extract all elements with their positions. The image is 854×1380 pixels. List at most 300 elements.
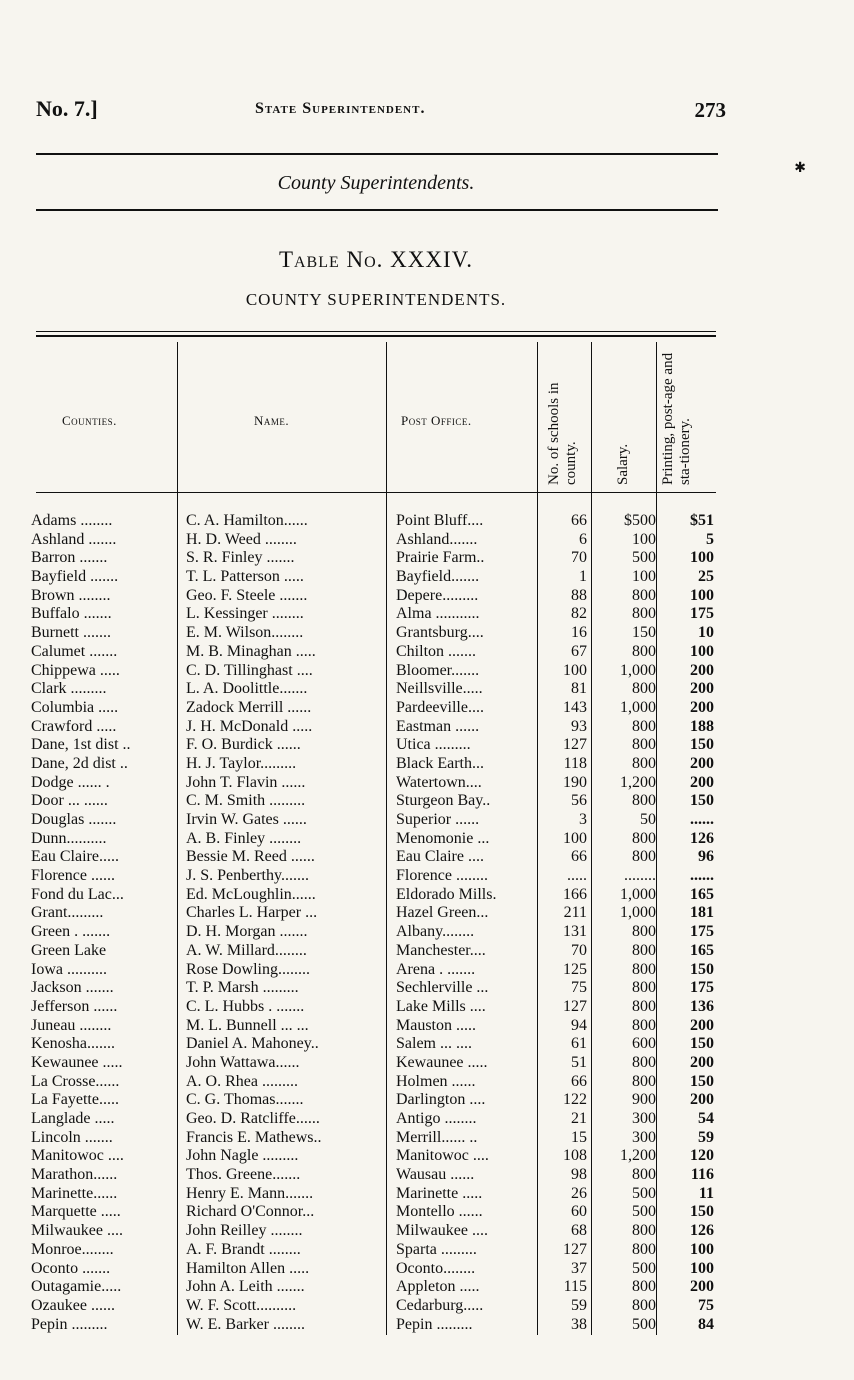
salary-cell: 900 (632, 1091, 656, 1109)
salary-cell: 300 (632, 1110, 656, 1127)
salary-cell: 800 (632, 829, 656, 847)
table-row (0, 531, 854, 550)
post-office-cell: Montello ...... (396, 1203, 483, 1221)
printing-cell: 200 (690, 698, 714, 716)
name-cell: L. A. Doolittle....... (186, 680, 308, 698)
county-cell: Columbia ..... (31, 698, 119, 716)
schools-cell: 66 (571, 848, 587, 866)
salary-cell: 300 (632, 1128, 656, 1146)
printing-cell: ...... (690, 867, 714, 885)
salary-cell: 1,000 (620, 904, 656, 922)
header-rule (36, 153, 718, 155)
county-cell: Adams ........ (31, 512, 113, 529)
printing-cell: 100 (690, 1240, 714, 1258)
name-cell: Zadock Merrill ...... (186, 698, 312, 716)
table-row (0, 961, 854, 980)
name-cell: J. H. McDonald ..... (186, 717, 313, 735)
county-cell: Langlade ..... (31, 1110, 115, 1127)
printing-cell: 11 (698, 1184, 714, 1202)
schools-cell: 66 (571, 512, 587, 529)
table-row (0, 904, 854, 923)
name-cell: Daniel A. Mahoney.. (186, 1035, 319, 1053)
table-top-rule-double (36, 335, 716, 337)
schools-cell: 94 (571, 1016, 587, 1034)
table-row (0, 998, 854, 1017)
salary-cell: 500 (632, 549, 656, 567)
county-cell: Ozaukee ...... (31, 1296, 115, 1314)
post-office-cell: Prairie Farm.. (396, 549, 485, 567)
column-header-printing: Printing, post-age and sta-tionery. (660, 352, 693, 485)
name-cell: John Nagle ......... (186, 1147, 299, 1165)
schools-cell: 66 (571, 1072, 587, 1090)
post-office-cell: Point Bluff.... (396, 512, 484, 529)
table-row (0, 1241, 854, 1260)
name-cell: J. S. Penberthy....... (186, 867, 309, 885)
name-cell: W. E. Barker ........ (186, 1315, 305, 1333)
schools-cell: 127 (563, 736, 587, 754)
table-row (0, 568, 854, 587)
county-cell: Burnett ....... (31, 624, 111, 642)
county-cell: Pepin ......... (31, 1315, 108, 1333)
header-bottom-rule (36, 492, 716, 493)
schools-cell: 100 (563, 661, 587, 679)
table-row (0, 1054, 854, 1073)
post-office-cell: Mauston ..... (396, 1016, 476, 1034)
table-row (0, 1017, 854, 1036)
schools-cell: 100 (563, 829, 587, 847)
county-cell: Kenosha....... (31, 1035, 115, 1053)
printing-cell: 150 (690, 792, 714, 810)
printing-cell: 200 (690, 754, 714, 772)
name-cell: D. H. Morgan ....... (186, 923, 308, 941)
schools-cell: 37 (571, 1259, 587, 1277)
schools-cell: 70 (571, 941, 587, 959)
county-cell: Door ... ...... (31, 792, 108, 810)
schools-cell: 56 (571, 792, 587, 810)
post-office-cell: Chilton ....... (396, 642, 477, 660)
post-office-cell: Hazel Green... (396, 904, 489, 922)
county-cell: Milwaukee .... (31, 1222, 123, 1240)
schools-cell: 118 (563, 754, 587, 772)
column-header-salary: Salary. (615, 443, 631, 485)
printing-cell: 5 (706, 530, 714, 548)
table-row (0, 1166, 854, 1185)
printing-cell: 75 (698, 1296, 714, 1314)
schools-cell: 75 (571, 979, 587, 997)
printing-cell: 10 (698, 624, 714, 642)
name-cell: Irvin W. Gates ...... (186, 811, 307, 828)
salary-cell: 1,200 (620, 1147, 656, 1165)
salary-cell: 800 (632, 1296, 656, 1314)
post-office-cell: Superior ...... (396, 811, 480, 828)
name-cell: C. A. Hamilton...... (186, 512, 308, 529)
name-cell: A. W. Millard........ (186, 941, 307, 959)
table-row (0, 1297, 854, 1316)
post-office-cell: Florence ........ (396, 867, 488, 885)
printing-cell: 25 (698, 568, 714, 586)
name-cell: A. B. Finley ........ (186, 829, 302, 847)
printing-cell: 200 (690, 661, 714, 679)
printing-cell: 116 (690, 1166, 714, 1184)
post-office-cell: Pardeeville.... (396, 698, 484, 716)
name-cell: Charles L. Harper ... (186, 904, 318, 922)
name-cell: John Wattawa...... (186, 1053, 300, 1071)
table-row (0, 662, 854, 681)
name-cell: M. L. Bunnell ... ... (186, 1016, 309, 1034)
post-office-cell: Eastman ...... (396, 717, 480, 735)
salary-cell: $500 (624, 512, 656, 529)
name-cell: John Reilley ........ (186, 1222, 303, 1240)
printing-cell: 96 (698, 848, 714, 866)
salary-cell: 1,000 (620, 698, 656, 716)
name-cell: Ed. McLoughlin...... (186, 885, 316, 903)
table-body (0, 512, 854, 1334)
printing-cell: 150 (690, 1035, 714, 1053)
name-cell: T. L. Patterson ..... (186, 568, 304, 586)
post-office-cell: Lake Mills .... (396, 997, 486, 1015)
post-office-cell: Oconto........ (396, 1259, 476, 1277)
salary-cell: 500 (632, 1315, 656, 1333)
printing-cell: 150 (690, 1203, 714, 1221)
page-number: 273 (694, 98, 726, 122)
county-cell: Jackson ....... (31, 979, 114, 997)
salary-cell: 800 (632, 979, 656, 997)
name-cell: Rose Dowling........ (186, 960, 310, 978)
name-cell: Geo. F. Steele ....... (186, 586, 308, 604)
printing-cell: 150 (690, 736, 714, 754)
salary-cell: 100 (632, 530, 656, 548)
salary-cell: 800 (632, 642, 656, 660)
schools-cell: 143 (563, 698, 587, 716)
schools-cell: 1 (579, 568, 587, 586)
post-office-cell: Pepin ......... (396, 1315, 473, 1333)
post-office-cell: Sturgeon Bay.. (396, 792, 491, 810)
table-row (0, 1129, 854, 1148)
schools-cell: 59 (571, 1296, 587, 1314)
county-cell: Lincoln ....... (31, 1128, 113, 1146)
name-cell: Hamilton Allen ..... (186, 1259, 310, 1277)
schools-cell: 67 (571, 642, 587, 660)
name-cell: E. M. Wilson........ (186, 624, 304, 642)
county-cell: Kewaunee ..... (31, 1053, 123, 1071)
salary-cell: 800 (632, 1072, 656, 1090)
column-header-name: Name. (254, 413, 290, 428)
schools-cell: 61 (571, 1035, 587, 1053)
table-row (0, 1278, 854, 1297)
post-office-cell: Sparta ......... (396, 1240, 477, 1258)
printing-cell: 165 (690, 941, 714, 959)
salary-cell: 800 (632, 754, 656, 772)
column-header-schools: No. of schools in county. (546, 382, 579, 485)
schools-cell: 82 (571, 605, 587, 623)
table-row (0, 1091, 854, 1110)
post-office-cell: Black Earth... (396, 754, 484, 772)
salary-cell: 800 (632, 1016, 656, 1034)
table-row (0, 605, 854, 624)
name-cell: Henry E. Mann....... (186, 1184, 314, 1202)
post-office-cell: Kewaunee ..... (396, 1053, 488, 1071)
table-row (0, 830, 854, 849)
county-cell: La Fayette..... (31, 1091, 119, 1109)
county-cell: Dane, 1st dist .. (31, 736, 131, 754)
column-header-post-office: Post Office. (401, 413, 472, 428)
printing-cell: 175 (690, 605, 714, 623)
printing-cell: $51 (690, 512, 714, 529)
schools-cell: 3 (579, 811, 587, 828)
name-cell: L. Kessinger ........ (186, 605, 304, 623)
schools-cell: 38 (571, 1315, 587, 1333)
document-number: No. 7.] (36, 96, 98, 121)
table-row (0, 848, 854, 867)
county-cell: Eau Claire..... (31, 848, 119, 866)
table-row (0, 1222, 854, 1241)
name-cell: S. R. Finley ....... (186, 549, 295, 567)
post-office-cell: Albany........ (396, 923, 475, 941)
post-office-cell: Watertown.... (396, 773, 482, 791)
table-row (0, 680, 854, 699)
county-cell: Dunn.......... (31, 829, 107, 847)
county-cell: Dodge ...... . (31, 773, 110, 791)
printing-cell: 181 (690, 904, 714, 922)
table-row (0, 549, 854, 568)
salary-cell: 800 (632, 1240, 656, 1258)
table-number: Table No. XXXIV. (278, 247, 474, 272)
schools-cell: 98 (571, 1166, 587, 1184)
table-row (0, 792, 854, 811)
schools-cell: 93 (571, 717, 587, 735)
table-row (0, 755, 854, 774)
printing-cell: 59 (698, 1128, 714, 1146)
salary-cell: 500 (632, 1259, 656, 1277)
section-rule (36, 209, 718, 211)
county-cell: Green . ....... (31, 923, 111, 941)
table-row (0, 1316, 854, 1335)
salary-cell: 800 (632, 1053, 656, 1071)
schools-cell: 21 (571, 1110, 587, 1127)
salary-cell: 1,000 (620, 661, 656, 679)
schools-cell: 127 (563, 1240, 587, 1258)
county-cell: Fond du Lac... (31, 885, 124, 903)
name-cell: M. B. Minaghan ..... (186, 642, 316, 660)
table-row (0, 718, 854, 737)
county-cell: Outagamie..... (31, 1278, 122, 1296)
printing-cell: 84 (698, 1315, 714, 1333)
table-row (0, 1203, 854, 1222)
county-cell: Monroe........ (31, 1240, 114, 1258)
post-office-cell: Sechlerville ... (396, 979, 489, 997)
schools-cell: 15 (571, 1128, 587, 1146)
county-cell: Green Lake (31, 941, 107, 959)
printing-cell: 200 (690, 1016, 714, 1034)
salary-cell: 500 (632, 1184, 656, 1202)
printing-cell: 100 (690, 549, 714, 567)
schools-cell: 26 (571, 1184, 587, 1202)
salary-cell: 800 (632, 680, 656, 698)
printing-cell: 200 (690, 1278, 714, 1296)
table-row (0, 512, 854, 531)
printing-cell: ...... (690, 811, 714, 828)
schools-cell: 125 (563, 960, 587, 978)
table-row (0, 699, 854, 718)
table-row (0, 1073, 854, 1092)
county-cell: Oconto ....... (31, 1259, 111, 1277)
county-cell: Bayfield ....... (31, 568, 119, 586)
table-row (0, 979, 854, 998)
table-row (0, 1147, 854, 1166)
salary-cell: 800 (632, 848, 656, 866)
salary-cell: 600 (632, 1035, 656, 1053)
schools-cell: 70 (571, 549, 587, 567)
table-row (0, 1260, 854, 1279)
post-office-cell: Arena . ....... (396, 960, 476, 978)
salary-cell: 800 (632, 605, 656, 623)
salary-cell: 800 (632, 923, 656, 941)
table-row (0, 811, 854, 830)
table-row (0, 1035, 854, 1054)
county-cell: Marathon...... (31, 1166, 118, 1184)
name-cell: C. L. Hubbs . ....... (186, 997, 305, 1015)
table-row (0, 923, 854, 942)
table-row (0, 886, 854, 905)
page-header (36, 96, 726, 126)
county-cell: Marinette...... (31, 1184, 118, 1202)
post-office-cell: Darlington .... (396, 1091, 486, 1109)
schools-cell: 88 (571, 586, 587, 604)
name-cell: F. O. Burdick ...... (186, 736, 301, 754)
schools-cell: 211 (563, 904, 587, 922)
salary-cell: 150 (632, 624, 656, 642)
printing-cell: 136 (690, 997, 714, 1015)
schools-cell: 81 (571, 680, 587, 698)
schools-cell: 122 (563, 1091, 587, 1109)
name-cell: Thos. Greene....... (186, 1166, 301, 1184)
salary-cell: 800 (632, 1166, 656, 1184)
ink-speck: ✱ (794, 161, 806, 176)
post-office-cell: Milwaukee .... (396, 1222, 488, 1240)
salary-cell: 1,000 (620, 885, 656, 903)
salary-cell: ........ (624, 867, 656, 885)
post-office-cell: Holmen ...... (396, 1072, 476, 1090)
salary-cell: 800 (632, 736, 656, 754)
printing-cell: 100 (690, 642, 714, 660)
salary-cell: 800 (632, 1278, 656, 1296)
salary-cell: 800 (632, 586, 656, 604)
county-cell: Buffalo ....... (31, 605, 112, 623)
post-office-cell: Bloomer....... (396, 661, 480, 679)
salary-cell: 800 (632, 941, 656, 959)
printing-cell: 200 (690, 1053, 714, 1071)
table-row (0, 774, 854, 793)
schools-cell: 131 (563, 923, 587, 941)
post-office-cell: Cedarburg..... (396, 1296, 484, 1314)
post-office-cell: Merrill...... .. (396, 1128, 478, 1146)
salary-cell: 800 (632, 717, 656, 735)
printing-cell: 120 (690, 1147, 714, 1165)
post-office-cell: Bayfield....... (396, 568, 480, 586)
schools-cell: 190 (563, 773, 587, 791)
schools-cell: 6 (579, 530, 587, 548)
name-cell: C. G. Thomas....... (186, 1091, 304, 1109)
salary-cell: 500 (632, 1203, 656, 1221)
printing-cell: 100 (690, 586, 714, 604)
schools-cell: 68 (571, 1222, 587, 1240)
post-office-cell: Depere......... (396, 586, 479, 604)
schools-cell: 127 (563, 997, 587, 1015)
salary-cell: 800 (632, 997, 656, 1015)
post-office-cell: Neillsville..... (396, 680, 483, 698)
schools-cell: 166 (563, 885, 587, 903)
table-top-rule (36, 331, 716, 332)
name-cell: C. M. Smith ......... (186, 792, 306, 810)
county-cell: Crawford ..... (31, 717, 117, 735)
post-office-cell: Manchester.... (396, 941, 486, 959)
post-office-cell: Grantsburg.... (396, 624, 484, 642)
table-subtitle: COUNTY SUPERINTENDENTS. (245, 290, 507, 309)
post-office-cell: Utica ......... (396, 736, 471, 754)
printing-cell: 200 (690, 680, 714, 698)
schools-cell: 16 (571, 624, 587, 642)
post-office-cell: Manitowoc .... (396, 1147, 489, 1165)
name-cell: John A. Leith ....... (186, 1278, 305, 1296)
county-cell: Juneau ........ (31, 1016, 112, 1034)
county-cell: Jefferson ...... (31, 997, 118, 1015)
name-cell: Geo. D. Ratcliffe...... (186, 1110, 320, 1127)
county-cell: Marquette ..... (31, 1203, 121, 1221)
table-row (0, 587, 854, 606)
post-office-cell: Marinette ..... (396, 1184, 483, 1202)
salary-cell: 800 (632, 792, 656, 810)
printing-cell: 150 (690, 960, 714, 978)
county-cell: Grant......... (31, 904, 104, 922)
section-title: County Superintendents. (277, 172, 475, 194)
printing-cell: 150 (690, 1072, 714, 1090)
name-cell: Francis E. Mathews.. (186, 1128, 322, 1146)
table-row (0, 643, 854, 662)
column-header-counties: Counties. (62, 413, 117, 428)
schools-cell: 108 (563, 1147, 587, 1165)
schools-cell: 115 (563, 1278, 587, 1296)
schools-cell: 51 (571, 1053, 587, 1071)
printing-cell: 100 (690, 1259, 714, 1277)
county-cell: Clark ......... (31, 680, 107, 698)
salary-cell: 800 (632, 960, 656, 978)
county-cell: Brown ........ (31, 586, 111, 604)
county-cell: Dane, 2d dist .. (31, 754, 128, 772)
post-office-cell: Eau Claire .... (396, 848, 484, 866)
table-row (0, 736, 854, 755)
post-office-cell: Wausau ...... (396, 1166, 475, 1184)
county-cell: Barron ....... (31, 549, 108, 567)
schools-cell: ..... (567, 867, 587, 885)
name-cell: H. J. Taylor......... (186, 754, 297, 772)
name-cell: Richard O'Connor... (186, 1203, 315, 1221)
county-cell: Ashland ....... (31, 530, 117, 548)
post-office-cell: Menomonie ... (396, 829, 490, 847)
name-cell: T. P. Marsh ......... (186, 979, 299, 997)
name-cell: John T. Flavin ...... (186, 773, 306, 791)
printing-cell: 165 (690, 885, 714, 903)
printing-cell: 54 (698, 1110, 714, 1127)
name-cell: C. D. Tillinghast .... (186, 661, 313, 679)
post-office-cell: Alma ........... (396, 605, 480, 623)
post-office-cell: Salem ... .... (396, 1035, 472, 1053)
printing-cell: 175 (690, 923, 714, 941)
county-cell: Chippewa ..... (31, 661, 120, 679)
name-cell: H. D. Weed ........ (186, 530, 297, 548)
table-row (0, 942, 854, 961)
county-cell: Florence ...... (31, 867, 115, 885)
post-office-cell: Ashland....... (396, 530, 478, 548)
